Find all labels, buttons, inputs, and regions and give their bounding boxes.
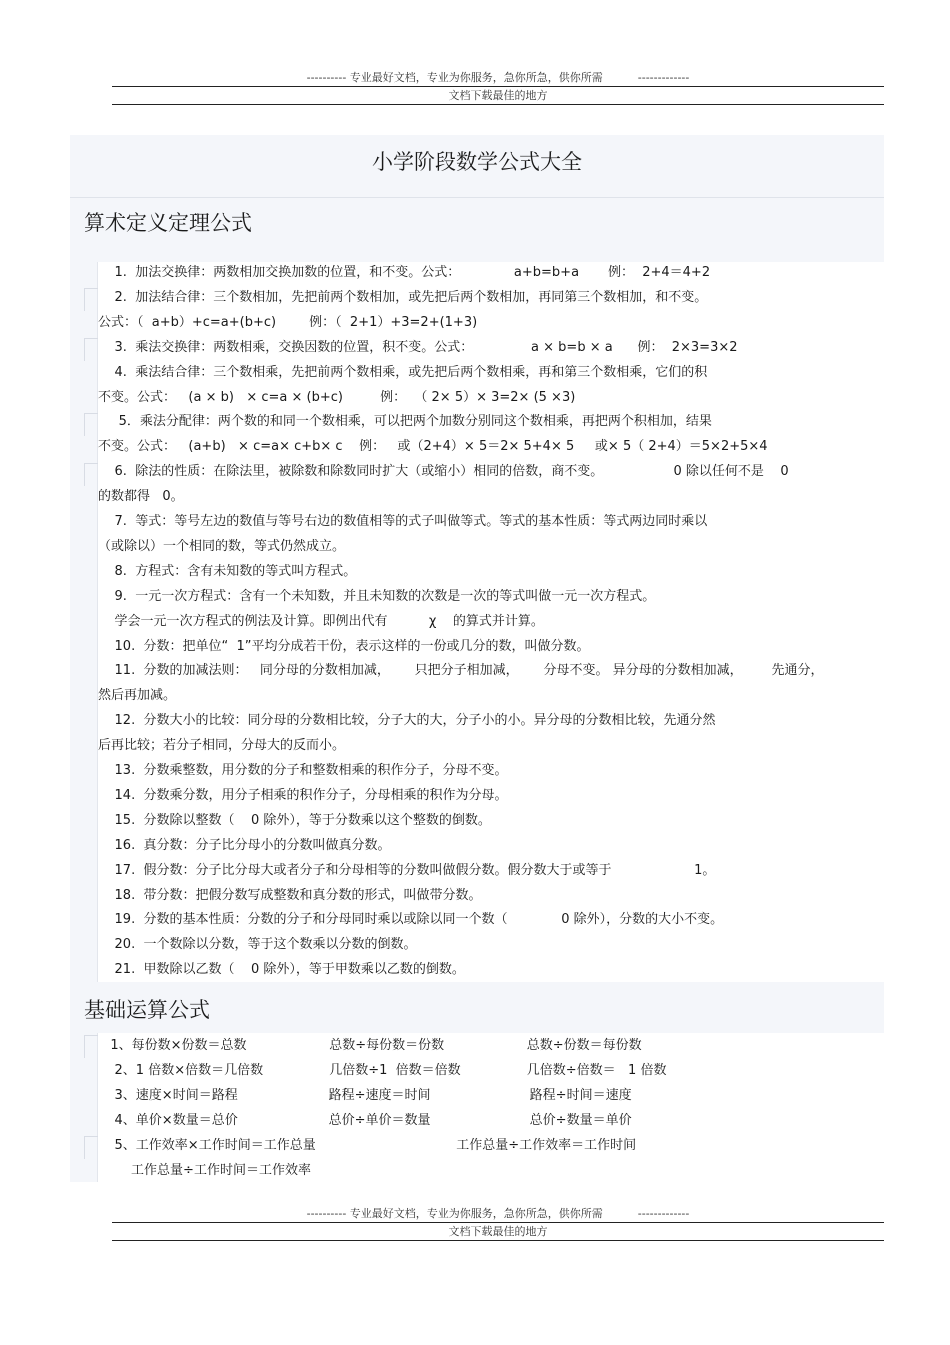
- text-line: 1、每份数×份数＝总数 总数÷每份数＝份数 总数÷份数＝每份数: [98, 1038, 642, 1053]
- footer-subtitle: 文档下载最佳的地方: [448, 1225, 548, 1238]
- text-line: （或除以）一个相同的数，等式仍然成立。: [98, 538, 346, 554]
- header-slogan: ---------- 专业最好文档，专业为你服务，急你所急，供你所需 -------------: [306, 71, 690, 84]
- margin-mark: [84, 1136, 98, 1159]
- text-line: 9. 一元一次方程式：含有一个未知数，并且未知数的次数是一次的等式叫做一元一次方程式。: [98, 588, 656, 604]
- margin-mark: [84, 288, 98, 311]
- text-line: 3. 乘法交换律：两数相乘，交换因数的位置，积不变。公式： a × b=b × a 例： 2×3=3×2: [98, 339, 738, 355]
- margin-mark: [84, 338, 98, 361]
- margin-mark: [84, 413, 98, 436]
- section-heading-arithmetic: 算术定义定理公式: [84, 211, 252, 235]
- text-line: 5、工作效率×工作时间＝工作总量 工作总量÷工作效率＝工作时间: [98, 1138, 637, 1153]
- margin-mark: [84, 1035, 98, 1058]
- text-line: 不变。公式： (a+b) × c=a× c+b× c 例： 或（2+4）× 5＝2× 5+4× 5 或× 5（ 2+4）＝5×2+5×4: [98, 439, 768, 455]
- text-line: 21. 甲数除以乙数（ 0 除外），等于甲数乘以乙数的倒数。: [98, 962, 465, 978]
- text-line: 5．乘法分配律：两个数的和同一个数相乘，可以把两个加数分别同这个数相乘，再把两个积相加，结果: [98, 414, 712, 430]
- text-line: 14. 分数乘分数，用分子相乘的积作分子，分母相乘的积作为分母。: [98, 787, 508, 803]
- text-line: 的数都得 0。: [98, 489, 184, 505]
- text-line: 4. 乘法结合律：三个数相乘，先把前两个数相乘，或先把后两个数相乘，再和第三个数相乘，它们的积: [98, 364, 708, 380]
- section-body-basic: [97, 1033, 884, 1182]
- text-line: 2、1 倍数×倍数＝几倍数 几倍数÷1 倍数＝倍数 几倍数÷倍数＝ 1 倍数: [98, 1063, 667, 1078]
- header-subtitle: 文档下载最佳的地方: [448, 89, 548, 102]
- text-line: 13. 分数乘整数，用分数的分子和整数相乘的积作分子，分母不变。: [98, 763, 508, 778]
- text-line: 16. 真分数：分子比分母小的分数叫做真分数。: [98, 837, 391, 853]
- footer-slogan: ---------- 专业最好文档，专业为你服务，急你所急，供你所需 -------------: [306, 1207, 690, 1220]
- text-line: 公式：（ a+b）+c=a+(b+c) 例：（ 2+1）+3=2+(1+3): [98, 314, 478, 330]
- title-box: [70, 135, 884, 198]
- text-line: 15. 分数除以整数（ 0 除外），等于分数乘以这个整数的倒数。: [98, 812, 491, 828]
- text-line: 19. 分数的基本性质：分数的分子和分母同时乘以或除以同一个数（ 0 除外），分数的大小不变。: [98, 912, 724, 928]
- text-line: 6. 除法的性质：在除法里，被除数和除数同时扩大（或缩小）相同的倍数，商不变。 0 除以任何不是 0: [98, 464, 789, 480]
- text-line: 然后再加减。: [98, 688, 177, 704]
- text-line: 2. 加法结合律：三个数相加，先把前两个数相加，或先把后两个数相加，再同第三个数相加，和不变。: [98, 289, 708, 305]
- text-line: 10. 分数：把单位“ 1”平均分成若干份，表示这样的一份或几分的数，叫做分数。: [98, 638, 590, 654]
- text-line: 12. 分数大小的比较：同分母的分数相比较，分子大的大，分子小的小。异分母的分数相比较，先通分然: [98, 713, 716, 729]
- text-line: 11. 分数的加减法则： 同分母的分数相加减， 只把分子相加减， 分母不变。 异分母的分数相加减， 先通分，: [98, 663, 824, 679]
- text-line: 3、速度×时间＝路程 路程÷速度＝时间 路程÷时间＝速度: [98, 1088, 632, 1103]
- section-heading-basic: 基础运算公式: [84, 998, 210, 1022]
- text-line: 学会一元一次方程式的例法及计算。即例出代有 χ 的算式并计算。: [98, 613, 544, 629]
- text-line: 7. 等式：等号左边的数值与等号右边的数值相等的式子叫做等式。等式的基本性质：等式两边同时乘以: [98, 514, 708, 529]
- page-title: 小学阶段数学公式大全: [372, 150, 582, 174]
- footer-rule-bottom: [112, 1240, 884, 1241]
- text-line: 1. 加法交换律：两数相加交换加数的位置，和不变。公式： a+b=b+a 例： 2+4＝4+2: [98, 265, 711, 280]
- text-line: 18. 带分数：把假分数写成整数和真分数的形式，叫做带分数。: [98, 887, 482, 903]
- text-line: 4、单价×数量＝总价 总价÷单价＝数量 总价÷数量＝单价: [98, 1113, 632, 1128]
- text-line: 8. 方程式：含有未知数的等式叫方程式。: [98, 563, 357, 579]
- margin-mark: [84, 463, 98, 486]
- text-line: 工作总量÷工作时间＝工作效率: [98, 1163, 311, 1178]
- text-line: 20. 一个数除以分数，等于这个数乘以分数的倒数。: [98, 937, 417, 953]
- page-footer: [112, 1206, 884, 1241]
- text-line: 不变。公式： (a × b) × c=a × (b+c) 例： （ 2× 5）× 3=2× (5 ×3): [98, 389, 576, 405]
- page-header: [112, 70, 884, 105]
- header-rule-bottom: [112, 104, 884, 105]
- text-line: 后再比较；若分子相同，分母大的反而小。: [98, 738, 346, 754]
- text-line: 17. 假分数：分子比分母大或者分子和分母相等的分数叫做假分数。假分数大于或等于 1。: [98, 862, 716, 878]
